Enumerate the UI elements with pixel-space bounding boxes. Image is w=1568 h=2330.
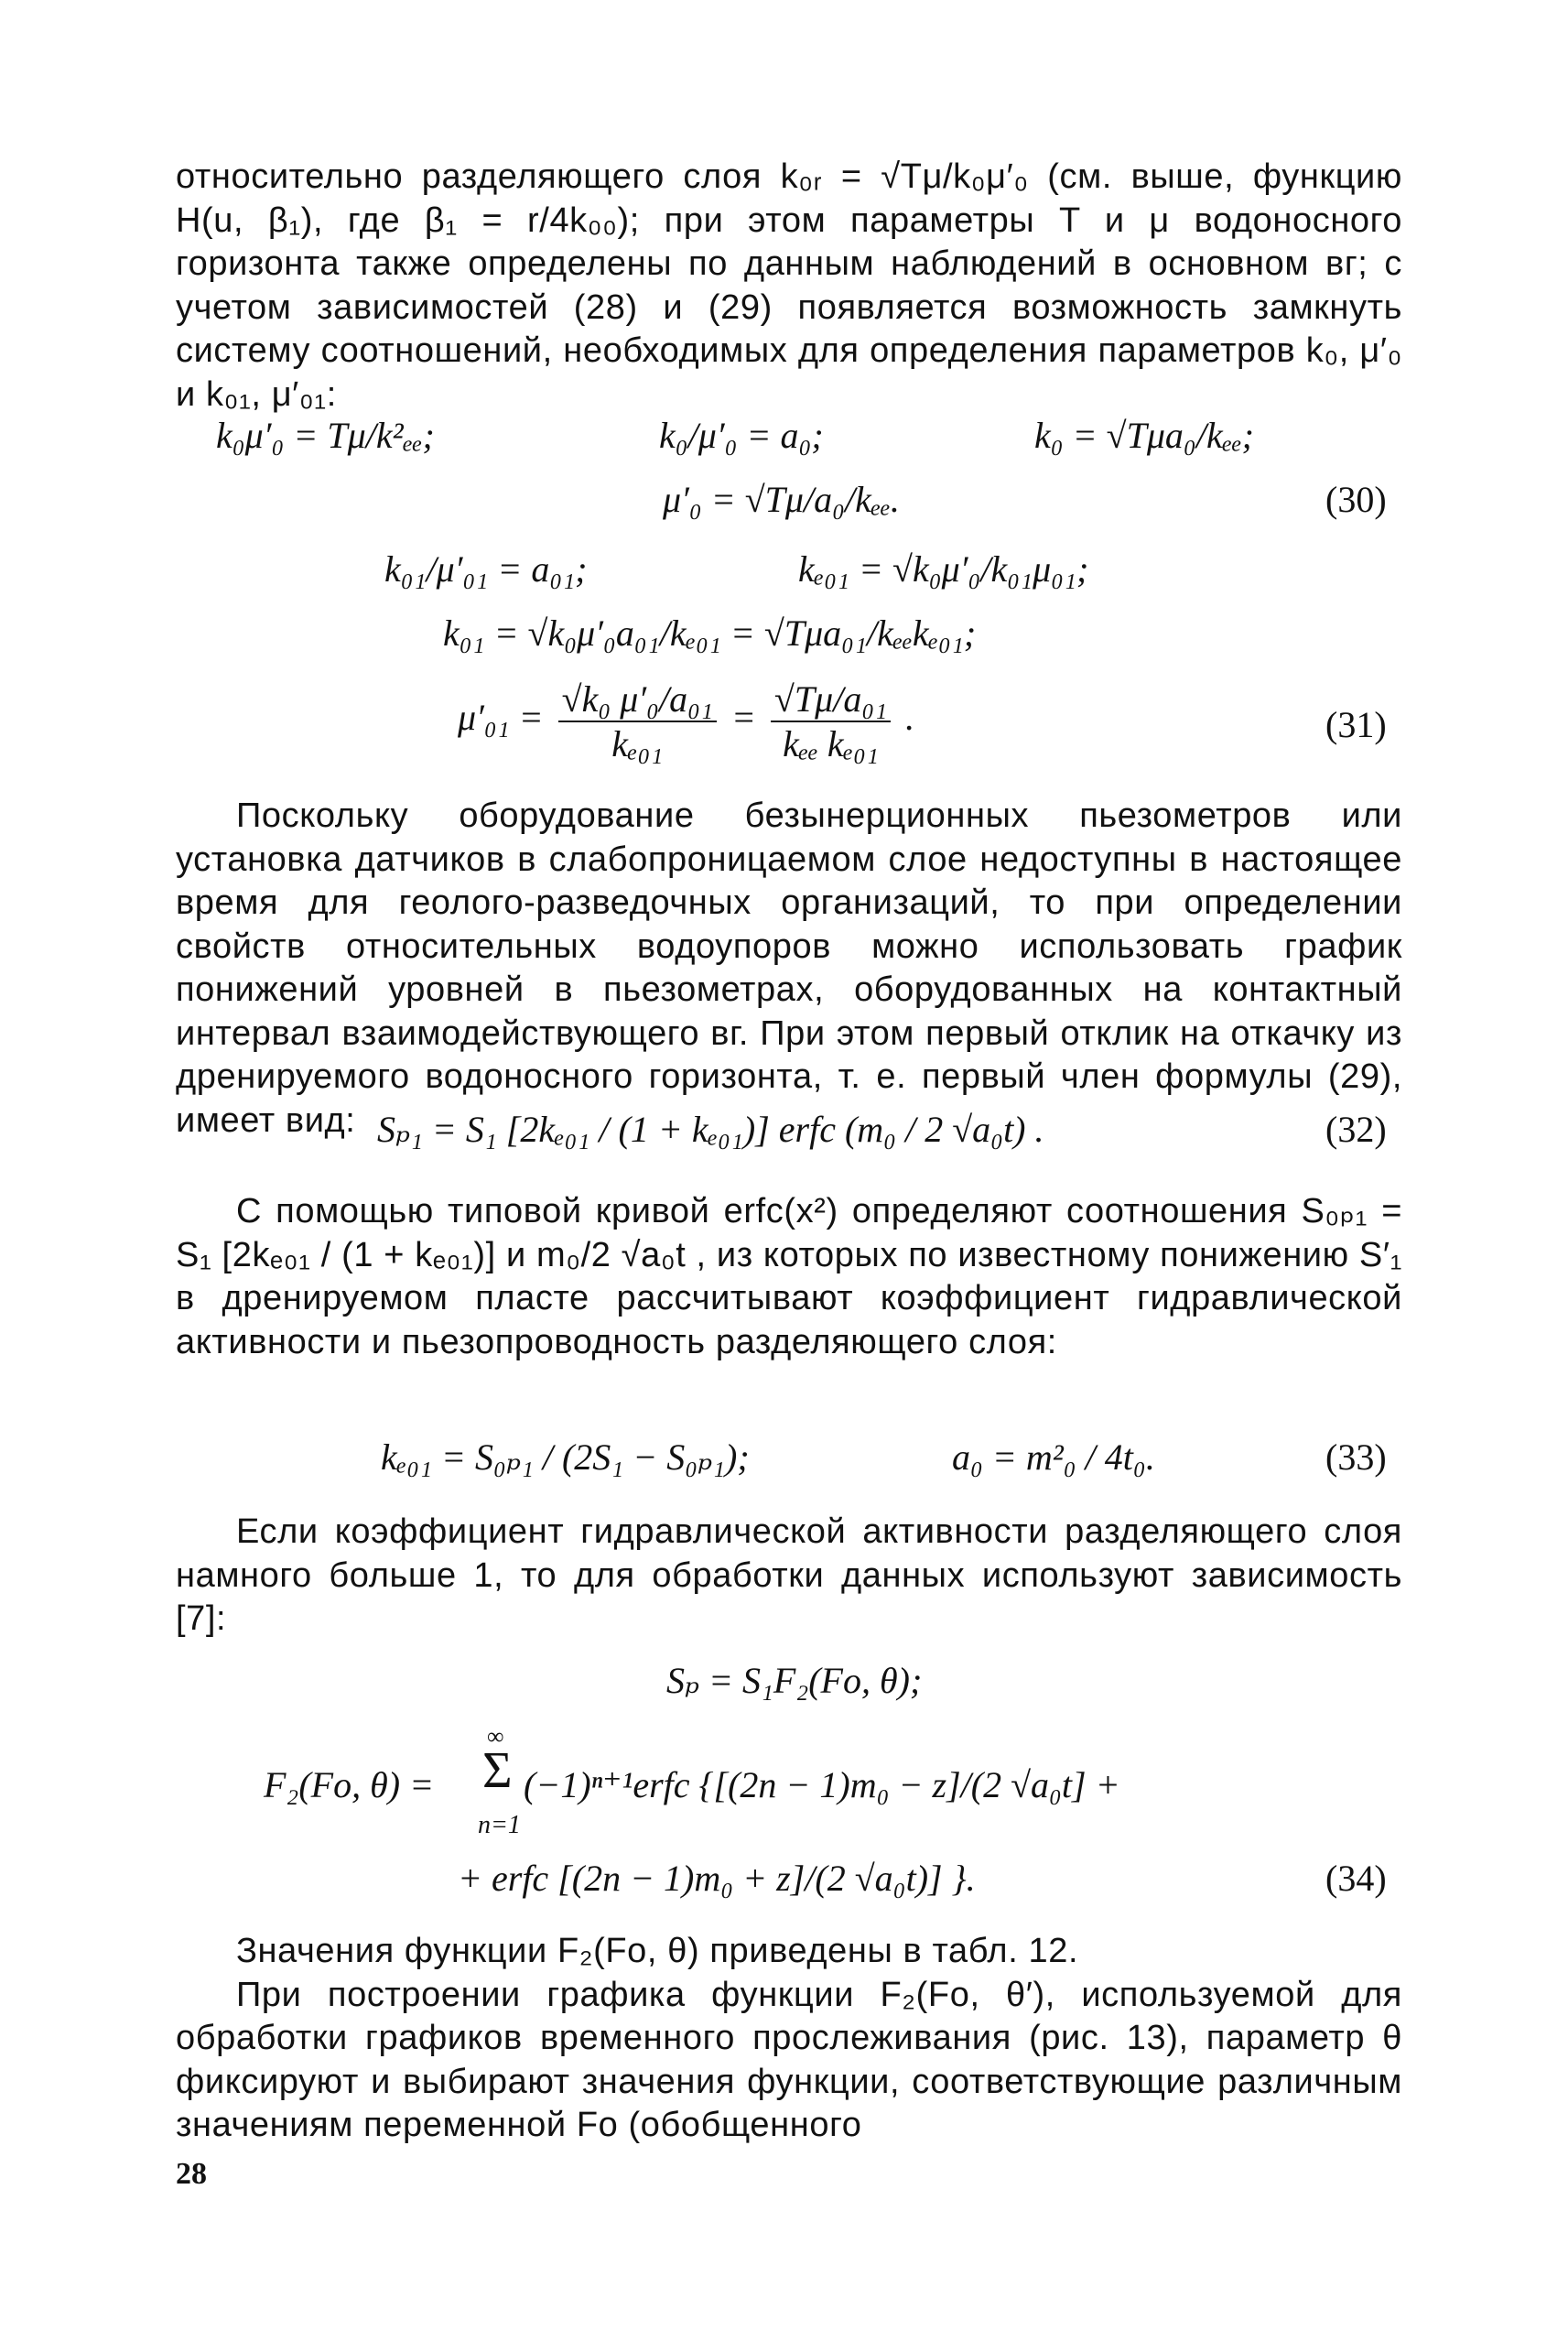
paragraph-text: При построении графика функции F₂(Fo, θ′), используемой для обработки графиков временного прослеживания (рис. 13), параметр θ фиксируют и выбирают значения функции, соответствующие различным значениям переменной Fo (обобщенного (176, 1975, 1402, 2144)
formula-34b-rhs: (−1)ⁿ⁺¹erfc {[(2n − 1)m₀ − z]/(2 √a₀t] + (524, 1764, 1120, 1805)
paragraph-text: относительно разделяющего слоя k₀ᵣ = √Tμ/k₀μ′₀ (см. выше, функцию H(u, β₁), где β₁ = r/4k₀₀); при этом параметры T и μ водоносного горизонта также определены по данным наблюдений в основном вг; с учетом зависимостей (28) и (29) появляется возможность замкнуть систему соотношений, необходимых для определения параметров k₀, μ′₀ и k₀₁, μ′₀₁: (176, 157, 1402, 414)
formula-31b: kₑ₀₁ = √k₀μ′₀/k₀₁μ₀₁; (798, 548, 1089, 590)
formula-32: Sₚ₁ = S₁ [2kₑ₀₁ / (1 + kₑ₀₁)] erfc (m₀ / 2 √a₀t) . (377, 1109, 1044, 1150)
paragraph-table-ref (176, 1930, 1402, 2148)
formula-31c: k₀₁ = √k₀μ′₀a₀₁/kₑ₀₁ = √Tμa₀₁/kₑₑkₑ₀₁; (443, 612, 977, 654)
formula-30d: μ′₀ = √Tμ/a₀/kₑₑ. (663, 479, 900, 520)
formula-31d-end: . (905, 697, 915, 739)
equation-number-31: (31) (1325, 704, 1387, 745)
summation-sign: Σ (482, 1742, 513, 1799)
formula-34c: + erfc [(2n − 1)m₀ + z]/(2 √a₀t)] }. (458, 1858, 976, 1899)
formula-31d (458, 677, 914, 765)
paragraph-text: Поскольку оборудование безынерционных пьезометров или установка датчиков в слабопроницаемом слое недоступны в настоящее время для геолого-разведочных организаций, то при определении свойств относительных водоупоров можно использовать график понижений уровней в пьезометрах, оборудованных на контактный интервал взаимодействующего вг. При этом первый отклик на откачку из дренируемого водоносного горизонта, т. е. первый член формулы (29), имеет вид: (176, 797, 1402, 1140)
formula-30a: k₀μ′₀ = Tμ/k²ₑₑ; (216, 415, 435, 456)
formula-31a: k₀₁/μ′₀₁ = a₀₁; (384, 548, 588, 590)
paragraph-text: С помощью типовой кривой erfc(x²) определяют соотношения S₀ₚ₁ = S₁ [2kₑ₀₁ / (1 + kₑ₀₁)] и m₀/2 √a₀t , из которых по известному понижению S′₁ в дренируемом пласте рассчитывают коэффициент гидравлической активности и пьезопроводность разделяющего слоя: (176, 1192, 1402, 1361)
sum-lower-limit: n=1 (478, 1811, 521, 1839)
paragraph-type-curve (176, 1190, 1402, 1364)
formula-33b: a₀ = m²₀ / 4t₀. (952, 1436, 1155, 1478)
formula-31d-lhs: μ′₀₁ = (458, 697, 544, 739)
paragraph-intro (176, 156, 1402, 417)
page-number: 28 (176, 2157, 207, 2191)
equation-number-34: (34) (1325, 1858, 1387, 1899)
paragraph-piezometers (176, 795, 1402, 1143)
fraction-2-denominator: kₑₑ kₑ₀₁ (783, 723, 879, 764)
paragraph-text: Значения функции F₂(Fo, θ) приведены в табл. 12. (236, 1932, 1079, 1970)
fraction-1 (558, 677, 717, 765)
equation-number-33: (33) (1325, 1436, 1387, 1478)
formula-34a: Sₚ = S₁F₂(Fo, θ); (666, 1660, 923, 1701)
fraction-1-denominator: kₑ₀₁ (611, 723, 664, 764)
formula-31d-equals: = (730, 697, 756, 739)
fraction-2 (771, 677, 891, 765)
formula-30b: k₀/μ′₀ = a₀; (659, 415, 824, 456)
fraction-2-numerator: √Tμ/a₀₁ (771, 677, 891, 722)
paragraph-text: Если коэффициент гидравлической активности разделяющего слоя намного больше 1, то для обработки данных используют зависимость [7]: (176, 1512, 1402, 1638)
equation-number-32: (32) (1325, 1109, 1387, 1150)
formula-33a: kₑ₀₁ = S₀ₚ₁ / (2S₁ − S₀ₚ₁); (381, 1436, 750, 1478)
equation-number-30: (30) (1325, 479, 1387, 520)
fraction-1-numerator: √k₀ μ′₀/a₀₁ (558, 677, 717, 722)
formula-34b-lhs: F₂(Fo, θ) = (264, 1764, 435, 1805)
formula-30c: k₀ = √Tμa₀/kₑₑ; (1034, 415, 1254, 456)
paragraph-activity (176, 1511, 1402, 1642)
sum-upper-limit: ∞ (487, 1723, 504, 1750)
